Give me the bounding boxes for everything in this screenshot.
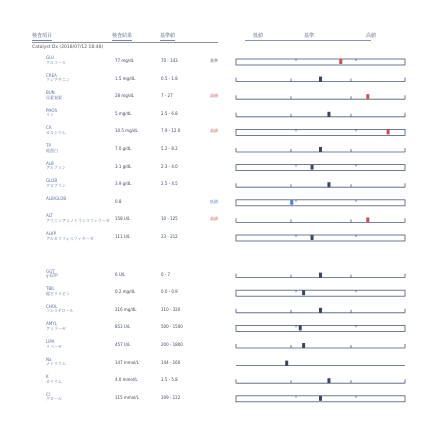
value-marker bbox=[366, 217, 369, 222]
test-value: 4.0 mmol/L bbox=[115, 377, 138, 383]
value-marker bbox=[327, 378, 330, 383]
test-value: 147 mmol/L bbox=[115, 359, 139, 365]
test-name: TP 総蛋白 bbox=[46, 143, 58, 153]
value-marker bbox=[339, 59, 342, 64]
header-item: 検査項目 bbox=[32, 33, 53, 39]
test-name: BUN 尿素窒素 bbox=[46, 90, 62, 100]
value-marker bbox=[290, 200, 293, 205]
test-name: TBIL 総ビリルビン bbox=[46, 286, 70, 296]
test-value: 457 U/L bbox=[115, 342, 131, 347]
reference-range: 110 - 320 bbox=[161, 306, 181, 312]
reference-range: 2.5 - 6.8 bbox=[161, 110, 178, 116]
reference-range: 70 - 143 bbox=[161, 58, 178, 63]
analyzer-subtitle: Catalyst Dx (2018/07/12 18:48) bbox=[32, 45, 104, 50]
test-value: 115 mmol/L bbox=[115, 394, 139, 400]
test-value: 3.9 g/dL bbox=[115, 181, 132, 187]
value-marker bbox=[299, 325, 302, 330]
value-marker bbox=[319, 273, 322, 278]
test-value: 7.0 g/dL bbox=[115, 146, 132, 151]
test-name: ALKP アルカリフォスファターゼ bbox=[46, 231, 94, 241]
flag-label: 高値 bbox=[210, 216, 218, 222]
value-marker bbox=[311, 235, 314, 240]
test-name: K カリウム bbox=[46, 374, 62, 384]
reference-range: 0 - 7 bbox=[161, 271, 171, 277]
test-name: PHOS リン bbox=[46, 107, 58, 118]
reference-range: 7 - 27 bbox=[161, 93, 173, 99]
reference-range: 2.3 - 4.0 bbox=[161, 163, 178, 169]
range-box bbox=[236, 290, 405, 296]
test-name: Cl クロール bbox=[46, 391, 62, 402]
test-name: ALB アルブミン bbox=[46, 160, 66, 171]
value-marker bbox=[319, 396, 322, 401]
reference-range: 0.0 - 0.9 bbox=[161, 289, 178, 295]
test-name: GGT γ-GTP bbox=[46, 268, 58, 279]
test-name: ALT アラニンアミノトランスフェラーゼ bbox=[46, 213, 110, 223]
test-value: 10.5 mg/dL bbox=[115, 128, 138, 134]
test-value: 0.8 bbox=[115, 198, 122, 204]
range-box bbox=[236, 129, 405, 135]
test-value: 5 mg/dL bbox=[115, 110, 132, 116]
reference-range: 109 - 122 bbox=[161, 394, 181, 400]
value-marker bbox=[311, 165, 314, 170]
flag-label: 低値 bbox=[210, 198, 218, 204]
flag-label: 基準 bbox=[210, 58, 218, 63]
range-box bbox=[236, 165, 405, 171]
range-box bbox=[236, 200, 405, 206]
reference-range: 144 - 160 bbox=[161, 359, 181, 365]
reference-range: 0.5 - 1.8 bbox=[161, 75, 178, 81]
value-marker bbox=[319, 77, 322, 82]
test-value: 77 mg/dL bbox=[115, 58, 134, 63]
test-value: 1.5 mg/dL bbox=[115, 75, 136, 81]
reference-range: 23 - 212 bbox=[161, 234, 178, 239]
test-value: 28 mg/dL bbox=[115, 93, 134, 99]
test-name: CREA クレアチニン bbox=[46, 72, 70, 83]
value-marker bbox=[366, 94, 369, 99]
test-name: CA カルシウム bbox=[46, 125, 66, 135]
test-value: 853 U/L bbox=[115, 324, 131, 330]
test-name: ALB/GLOB bbox=[46, 195, 67, 201]
flag-label: 高値 bbox=[210, 128, 218, 134]
test-value: 0.2 mg/dL bbox=[115, 289, 136, 295]
value-marker bbox=[327, 182, 330, 187]
reference-range: 10 - 125 bbox=[161, 216, 178, 222]
test-value: 216 mg/dL bbox=[115, 306, 137, 312]
test-value: 6 U/L bbox=[115, 271, 126, 277]
reference-range: 5.2 - 8.2 bbox=[161, 146, 178, 151]
value-marker bbox=[285, 361, 288, 366]
test-name: GLU グルコース bbox=[46, 55, 66, 65]
value-marker bbox=[302, 343, 305, 348]
test-name: AMYL アミラーゼ bbox=[46, 321, 66, 331]
value-marker bbox=[327, 112, 330, 117]
scale-high-label: 高値 bbox=[366, 33, 377, 39]
reference-range: 7.9 - 12.0 bbox=[161, 128, 181, 134]
header-result: 検査結果 bbox=[112, 33, 133, 39]
flag-label: 高値 bbox=[210, 93, 218, 99]
range-box bbox=[236, 325, 405, 331]
test-value: 111 U/L bbox=[115, 234, 131, 239]
value-marker bbox=[302, 290, 305, 295]
scale-normal-label: 基準 bbox=[304, 33, 315, 39]
test-name: CHOL コレステロール bbox=[46, 303, 74, 314]
reference-range: 3.5 - 5.8 bbox=[161, 377, 178, 383]
scale-low-label: 低値 bbox=[253, 33, 264, 39]
test-name: Na ナトリウム bbox=[46, 356, 66, 367]
value-marker bbox=[319, 147, 322, 152]
reference-range: 500 - 1500 bbox=[161, 324, 183, 330]
reference-range: 2.5 - 4.5 bbox=[161, 181, 178, 187]
range-box bbox=[236, 235, 405, 241]
range-box bbox=[236, 59, 405, 65]
reference-range: 200 - 1800 bbox=[161, 342, 183, 347]
test-name: LIPA リパーゼ bbox=[46, 339, 62, 349]
header-range: 基準値 bbox=[160, 33, 176, 39]
test-value: 158 U/L bbox=[115, 216, 131, 222]
value-marker bbox=[319, 308, 322, 313]
test-name: GLOB グロブリン bbox=[46, 178, 66, 188]
test-value: 3.1 g/dL bbox=[115, 163, 132, 169]
value-marker bbox=[387, 129, 390, 134]
